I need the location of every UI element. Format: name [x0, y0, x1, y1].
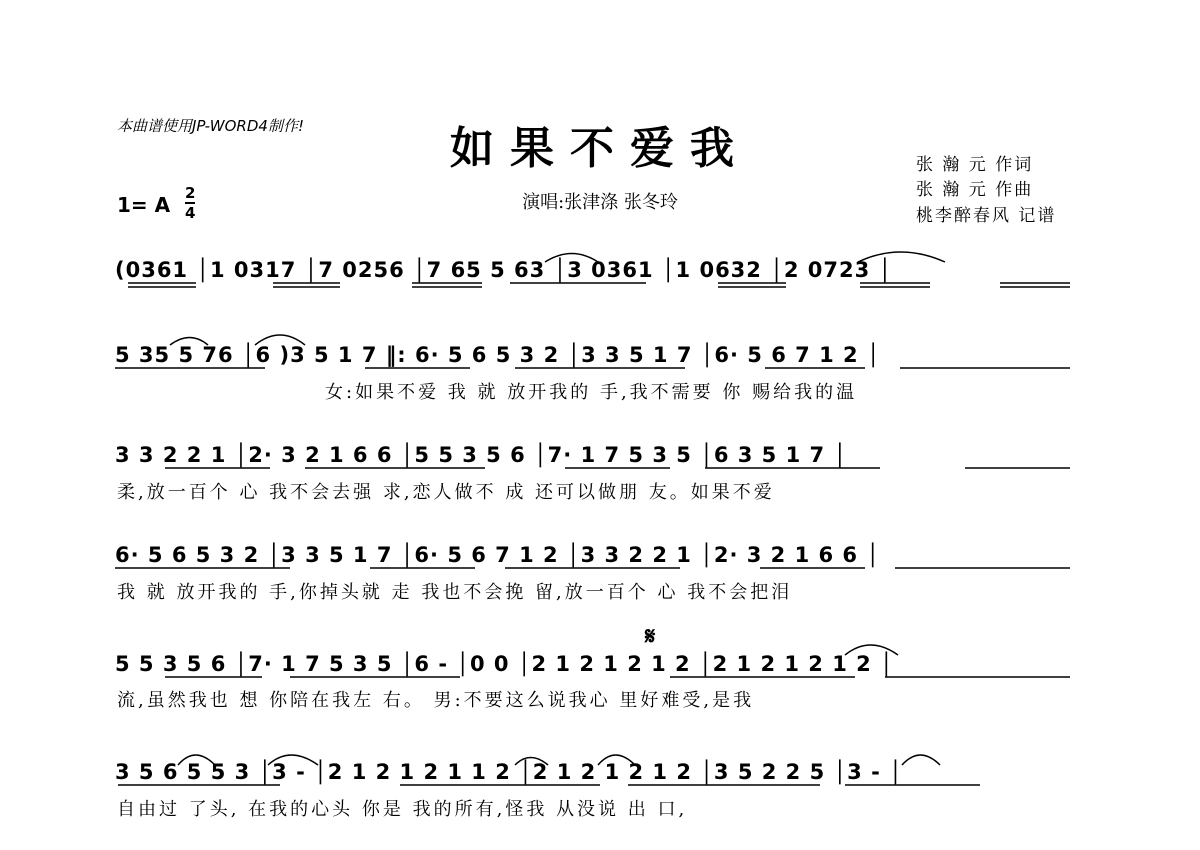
key-signature: 1= A [117, 193, 171, 217]
score-line-2-notes: 5 35 5 76 │6 )3 5 1 7 ‖: 6· 5 6 5 3 2 │3 3 5 1 7 │6· 5 6 7 1 2 │ [115, 343, 881, 367]
score-line-2-lyrics: 女:如果不爱 我 就 放开我的 手,我不需要 你 赐给我的温 [325, 382, 858, 403]
score-line-4-notes: 6· 5 6 5 3 2 │3 3 5 1 7 │6· 5 6 7 1 2 │3 3 2 2 1 │2· 3 2 1 6 6 │ [115, 543, 880, 567]
score-line-3-lyrics: 柔,放一百个 心 我不会去强 求,恋人做不 成 还可以做朋 友。如果不爱 [117, 482, 775, 503]
score-line-1-notes: (0361 │1 0317 │7 0256 │7 65 5 63 │3 0361 │1 0632 │2 0723 │ [115, 258, 893, 282]
transcriber-credit: 桃李醉春风 记谱 [916, 206, 1057, 226]
composer-credit: 张 瀚 元 作曲 [916, 180, 1034, 200]
software-credit: 本曲谱使用JP-WORD4制作! [117, 117, 304, 135]
score-line-6-lyrics: 自由过 了头, 在我的心头 你是 我的所有,怪我 从没说 出 口, [117, 799, 688, 820]
time-signature-bottom: 4 [185, 204, 196, 222]
score-line-4-lyrics: 我 就 放开我的 手,你掉头就 走 我也不会挽 留,放一百个 心 我不会把泪 [117, 582, 793, 603]
score-line-5-notes: 5 5 3 5 6 │7· 1 7 5 3 5 │6 - │0 0 │2 1 2 1 2 1 2 │2 1 2 1 2 1 2 │ [115, 652, 894, 676]
singer-credit: 演唱:张津涤 张冬玲 [522, 192, 678, 213]
score-line-6-notes: 3 5 6 5 5 3 │3 - │2 1 2 1 2 1 1 2 │2 1 2 1 2 1 2 │3 5 2 2 5 │3 - │ [115, 760, 903, 784]
segno-mark: 𝄋 [645, 622, 656, 650]
score-line-3-notes: 3 3 2 2 1 │2· 3 2 1 6 6 │5 5 3 5 6 │7· 1 7 5 3 5 │6 3 5 1 7 │ [115, 443, 848, 467]
score-line-5-lyrics: 流,虽然我也 想 你陪在我左 右。 男:不要这么说我心 里好难受,是我 [117, 690, 755, 711]
time-signature-top: 2 [185, 184, 196, 202]
page-title: 如果不爱我 [450, 123, 750, 174]
lyricist-credit: 张 瀚 元 作词 [916, 155, 1034, 175]
